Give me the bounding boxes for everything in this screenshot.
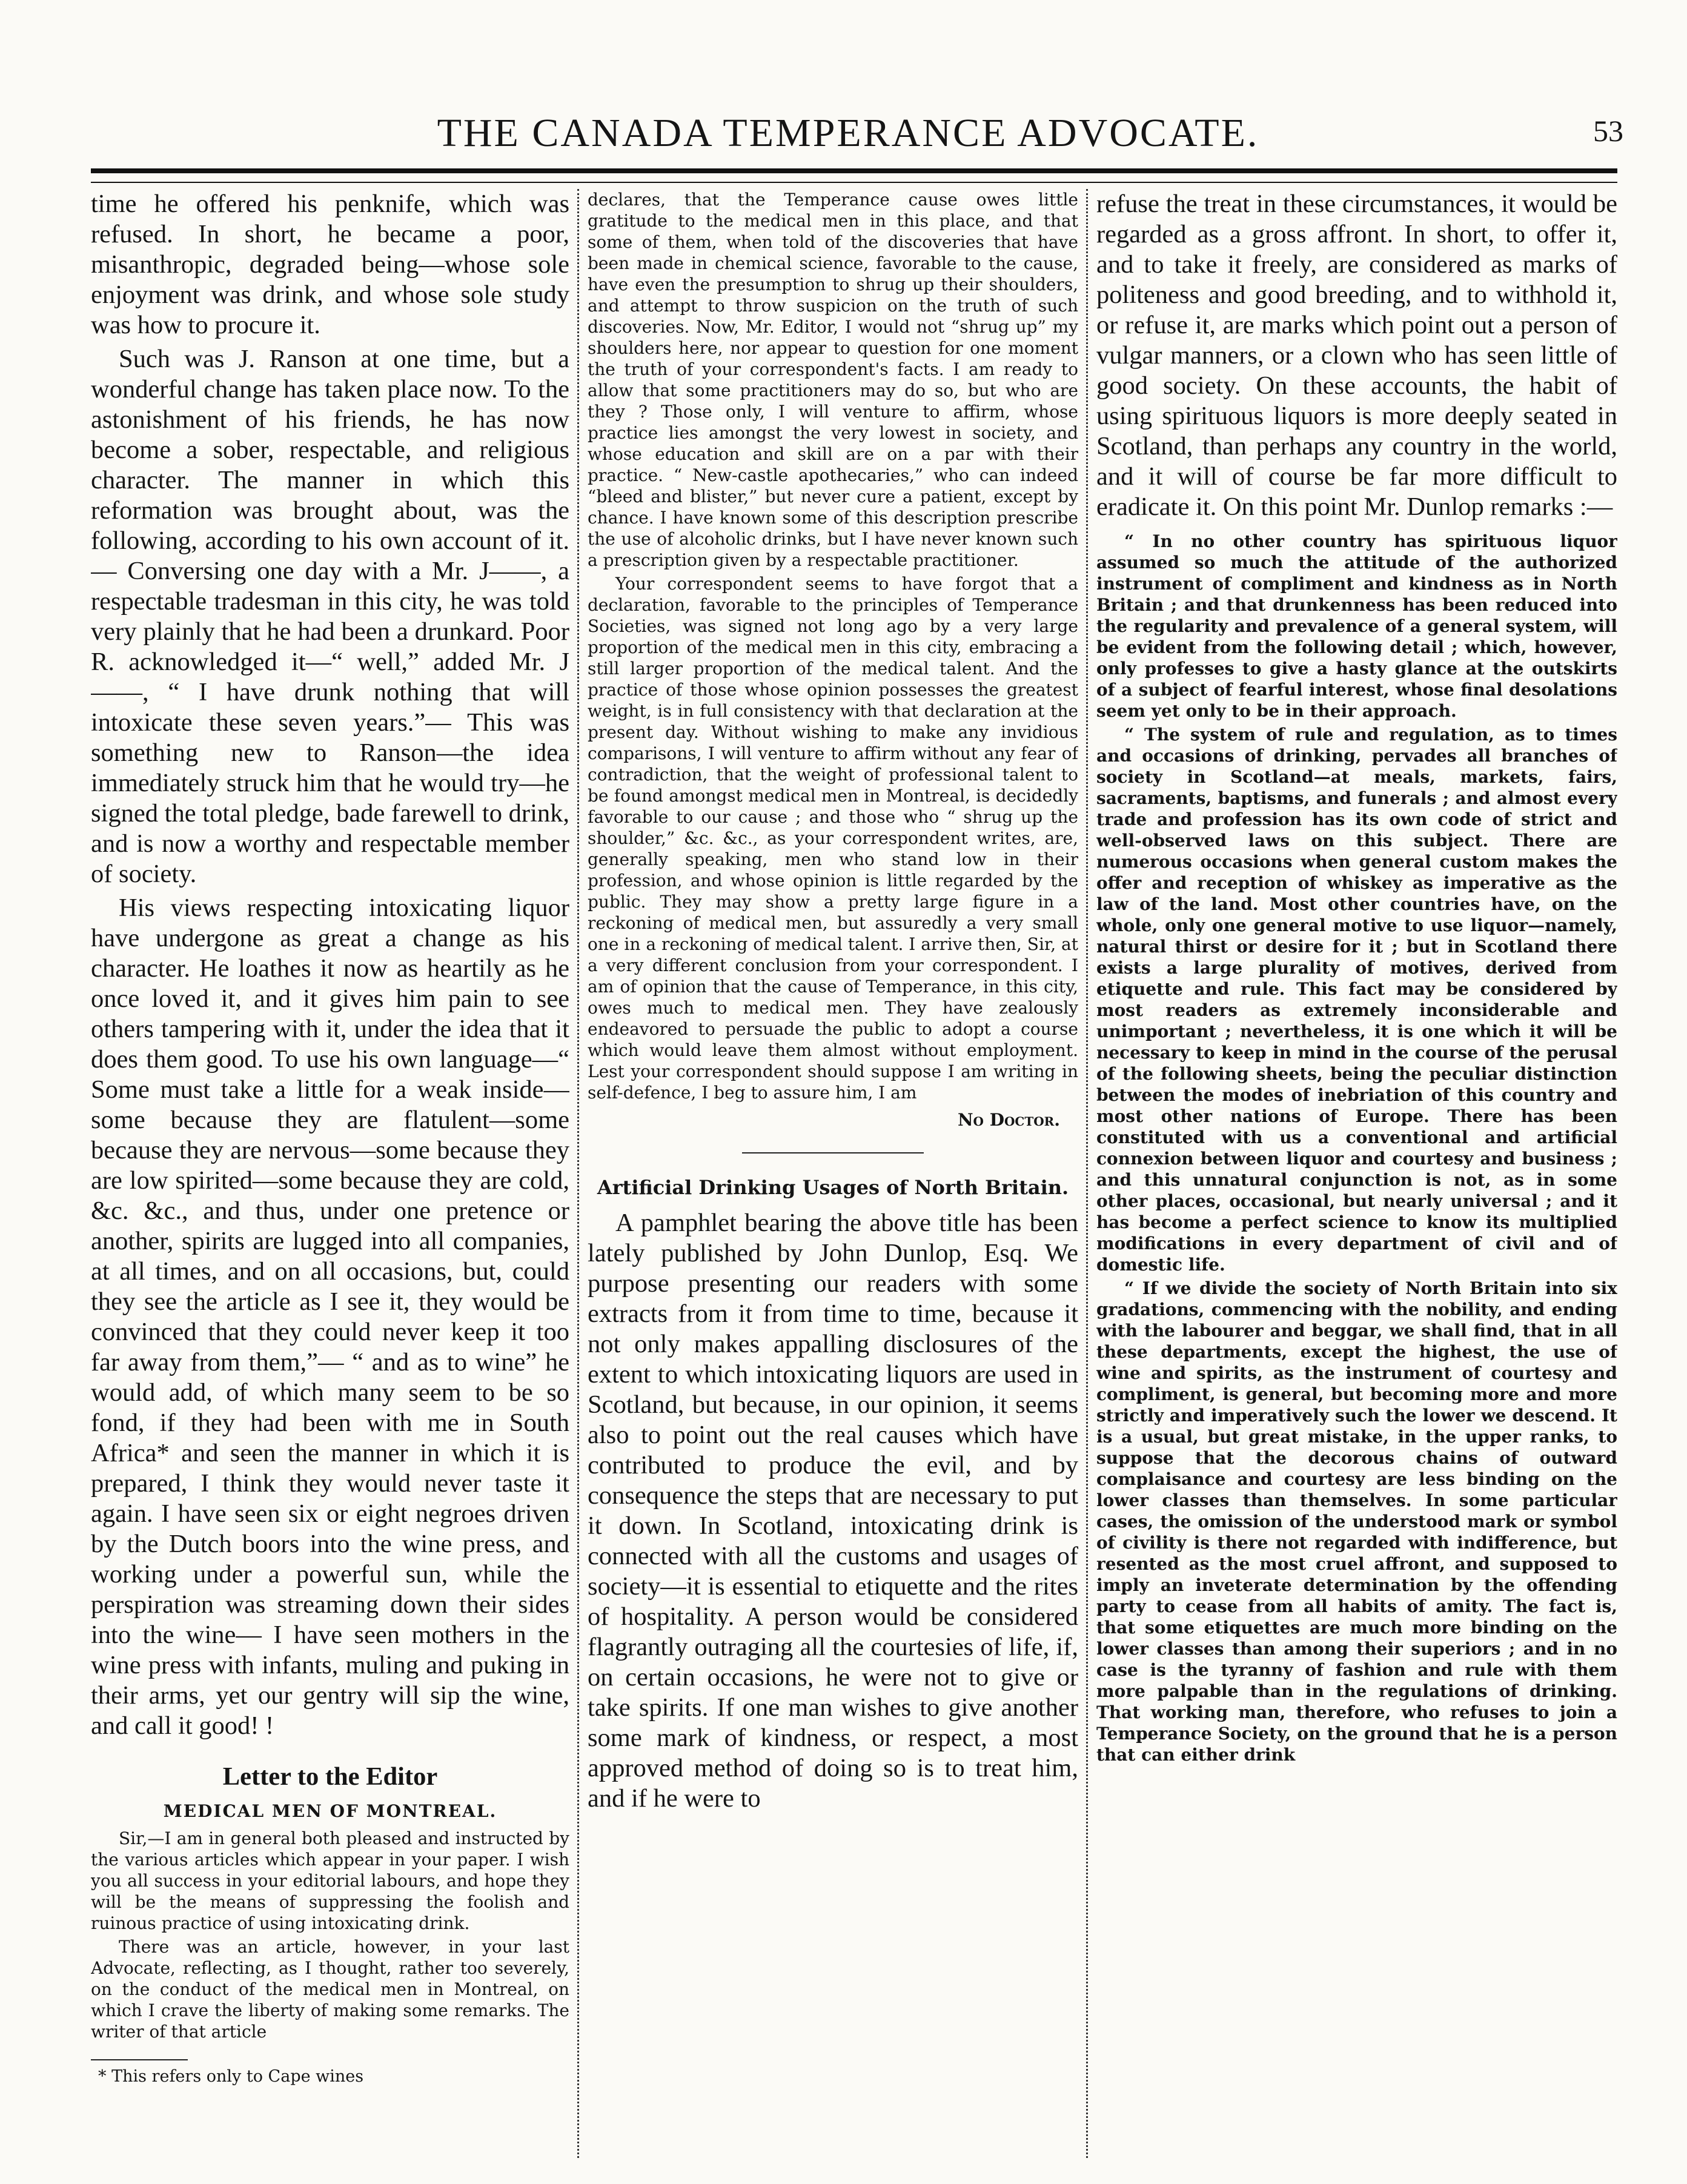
column-3 [1096,189,1617,2164]
footnote-rule [91,2059,188,2060]
letter-heading: Letter to the Editor [222,1762,438,1791]
masthead [73,109,1623,158]
letter-signature: No Doctor. [957,1110,1060,1130]
column-separator [577,189,579,2158]
article-body [588,1208,1078,1814]
paragraph: There was an article, however, in your last Advocate, reflecting, as I thought, rather too severely, on the conduct of the medical men in Montreal, on which I crave the liberty of making some remarks. The writer of that article [91,1937,569,2042]
letter-body [91,1828,569,2042]
article-continued [1096,189,1617,522]
header-rule [91,168,1617,183]
paragraph: “ If we divide the society of North Britain into six gradations, commencing with the nobility, and ending with the labourer and beggar, we shall find, that in all these departments, except the highest, the use of wine and spirits, as the instrument of courtesy and compliment, is general, but becoming more and more strictly and imperatively such the lower we descend. It is a usual, but great mistake, in the upper ranks, to suppose that the decorous chains of outward complaisance and courtesy are less binding on the lower classes than themselves. In some particular cases, the omission of the understood mark or symbol of civility is there not regarded with indifference, but resented as the most cruel affront, and supposed to imply an inveterate determination by the offending party to cease from all habits of amity. The fact is, that some etiquettes are much more binding on the lower classes than among their superiors ; and in no case is the tyranny of fashion and rule with them more palpable than in the regulations of drinking. That working man, therefore, who refuses to join a Temperance Society, on the ground that he is a person that can either drink [1096,1278,1617,1765]
paragraph: Such was J. Ranson at one time, but a wonderful change has taken place now. To the astonishment of his friends, he has now become a sober, respectable, and religious character. The manner in which this reformation was brought about, was the following, according to his own account of it.— Conversing one day with a Mr. J——, a respectable tradesman in this city, he was told very plainly that he had been a drunkard. Poor R. acknowledged it—“ well,” added Mr. J——, “ I have drunk nothing that will intoxicate these seven years.”— This was something new to Ranson—the idea immediately struck him that he would try—he signed the total pledge, bade farewell to drink, and is now a worthy and respectable member of society. [91,345,569,888]
paragraph: declares, that the Temperance cause owes little gratitude to the medical men in this place, and that some of them, when told of the discoveries that have been made in chemical science, favorable to the cause, have even the presumption to shrug up their shoulders, and attempt to throw suspicion on the truth of such discoveries. Now, Mr. Editor, I would not “shrug up” my shoulders here, nor appear to question for one moment the truth of your correspondent's facts. I am ready to allow that some practitioners may do so, but who are they ? Those only, I will venture to affirm, whose practice lies amongst the very lowest in society, and whose education and skill are on a par with their practice. “ New-castle apothecaries,” who can indeed “bleed and blister,” but never cure a patient, except by chance. I have known some of this description prescribe the use of alcoholic drinks, but I have never known such a prescription given by a respectable practitioner. [588,190,1078,570]
paragraph: “ In no other country has spirituous liquor assumed so much the attitude of the authorized instrument of compliment and kindness as in North Britain ; and that drunkenness has been reduced into the regularity and prevalence of a general system, will be evident from the following detail ; which, however, only professes to give a hasty glance at the outskirts of a subject of fearful interest, whose final desolations seem yet only to be in their approach. [1096,531,1617,721]
letter-continued [588,189,1078,1130]
paragraph: His views respecting intoxicating liquor have undergone as great a change as his character. He loathes it now as heartily as he once loved it, and it gives him pain to see others tampering with it, under the idea that it does them good. To use his own language—“ Some must take a little for a weak inside—some because they are flatulent—some because they are nervous—some because they are low spirited—some because they are cold, &c. &c., and thus, under one pretence or another, spirits are lugged into all companies, at all times, and on all occasions, but, could they see the article as I see it, they would be convinced that they could never keep it too far away from them,”— “ and as to wine” he would add, of which many seem to be so fond, if they had been with me in South Africa* and seen the manner in which it is prepared, I think they would never taste it again. I have seen six or eight negroes driven by the Dutch boors into the wine press, and working under a powerful sun, while the perspiration was streaming down their sides into the wine— I have seen mothers in the wine press with infants, muling and puking in their arms, yet our gentry will sip the wine, and call it good! ! [91,894,569,1740]
ranson-story [91,189,569,1741]
paragraph: A pamphlet bearing the above title has been lately published by John Dunlop, Esq. We purpose presenting our readers with some extracts from it from time to time, because it not only makes appalling disclosures of the extent to which intoxicating liquors are used in Scotland, but because, in our opinion, it seems also to point out the real causes which have contributed to produce the evil, and by consequence the steps that are necessary to put it down. In Scotland, intoxicating drink is connected with all the customs and usages of society—it is essential to etiquette and the rites of hospitality. A person would be considered flagrantly outraging all the courtesies of life, if, on certain occasions, he were not to give or take spirits. If one man wishes to give another some mark of kindness, or respect, a most approved method of doing so is to treat him, and if he were to [588,1209,1078,1813]
paragraph: Sir,—I am in general both pleased and instructed by the various articles which appear in your paper. I wish you all success in your editorial labours, and hope they will be the means of suppressing the foolish and ruinous practice of using intoxicating drink. [91,1828,569,1933]
newspaper-title: THE CANADA TEMPERANCE ADVOCATE. [437,111,1259,155]
column-1 [91,189,569,2164]
column-2 [588,189,1078,2164]
paragraph: time he offered his penknife, which was refused. In short, he became a poor, misanthropic, degraded being—whose sole enjoyment was drink, and whose sole study was how to procure it. [91,190,569,339]
section-divider [742,1152,924,1153]
dunlop-quotation [1096,531,1617,1765]
letter-subheading: MEDICAL MEN OF MONTREAL. [163,1801,497,1821]
footnote: * This refers only to Cape wines [98,2067,364,2086]
paragraph: Your correspondent seems to have forgot that a declaration, favorable to the principles of Temperance Societies, was signed not long ago by a very large proportion of the medical men in this city, embracing a still larger proportion of the medical talent. And the practice of those whose opinion possesses the greatest weight, is in full consistency with that declaration at the present day. Without wishing to make any invidious comparisons, I will venture to affirm without any fear of contradiction, that the weight of professional talent to be found amongst medical men in Montreal, is decidedly favorable to our cause ; and those who “ shrug up the shoulder,” &c. &c., as your correspondent writes, are, generally speaking, men who stand low in their profession, and whose opinion is little regarded by the public. They may show a pretty large figure in a reckoning of medical men, but assuredly a very small one in a reckoning of medical talent. I arrive then, Sir, at a very different conclusion from your correspondent. I am of opinion that the cause of Temperance, in this city, owes much to medical men. They have zealously endeavored to persuade the public to adopt a course which would leave them almost without employment. Lest your correspondent should suppose I am writing in self-defence, I beg to assure him, I am [588,574,1078,1103]
paragraph: “ The system of rule and regulation, as to times and occasions of drinking, pervades all branches of society in Scotland—at meals, markets, fairs, sacraments, baptisms, and funerals ; and almost every trade and profession has its own code of strict and well-observed laws on this subject. There are numerous occasions when general custom makes the offer and reception of whiskey as imperative as the law of the land. Most other countries have, on the whole, only one general motive to use liquor—namely, natural thirst or desire for it ; but in Scotland there exists a large plurality of motives, derived from etiquette and rule. This fact may be considered by most readers as extremely inconsiderable and unimportant ; nevertheless, it is one which it will be necessary to keep in mind in the course of the perusal of the following sheets, being the peculiar distinction between the modes of inebriation of this country and most other nations of Europe. There has been constituted with us a conventional and artificial connexion between liquor and courtesy and business ; and this unnatural conjunction is not, as in some other places, occasional, but nearly universal ; and it has become a perfect science to know its multiplied modifications in every department of civil and of domestic life. [1096,725,1617,1275]
column-separator [1086,189,1088,2158]
paragraph: refuse the treat in these circumstances, it would be regarded as a gross affront. In short, to offer it, and to take it freely, are considered as marks of politeness and good breeding, and to withhold it, or refuse it, are marks which point out a person of vulgar manners, or a clown who has seen little of good society. On these accounts, the habit of using spirituous liquors is more deeply seated in Scotland, than perhaps any country in the world, and it will of course be far more difficult to eradicate it. On this point Mr. Dunlop remarks :— [1096,190,1617,521]
article-heading: Artificial Drinking Usages of North Britain. [597,1176,1069,1199]
page-number: 53 [1593,114,1623,148]
